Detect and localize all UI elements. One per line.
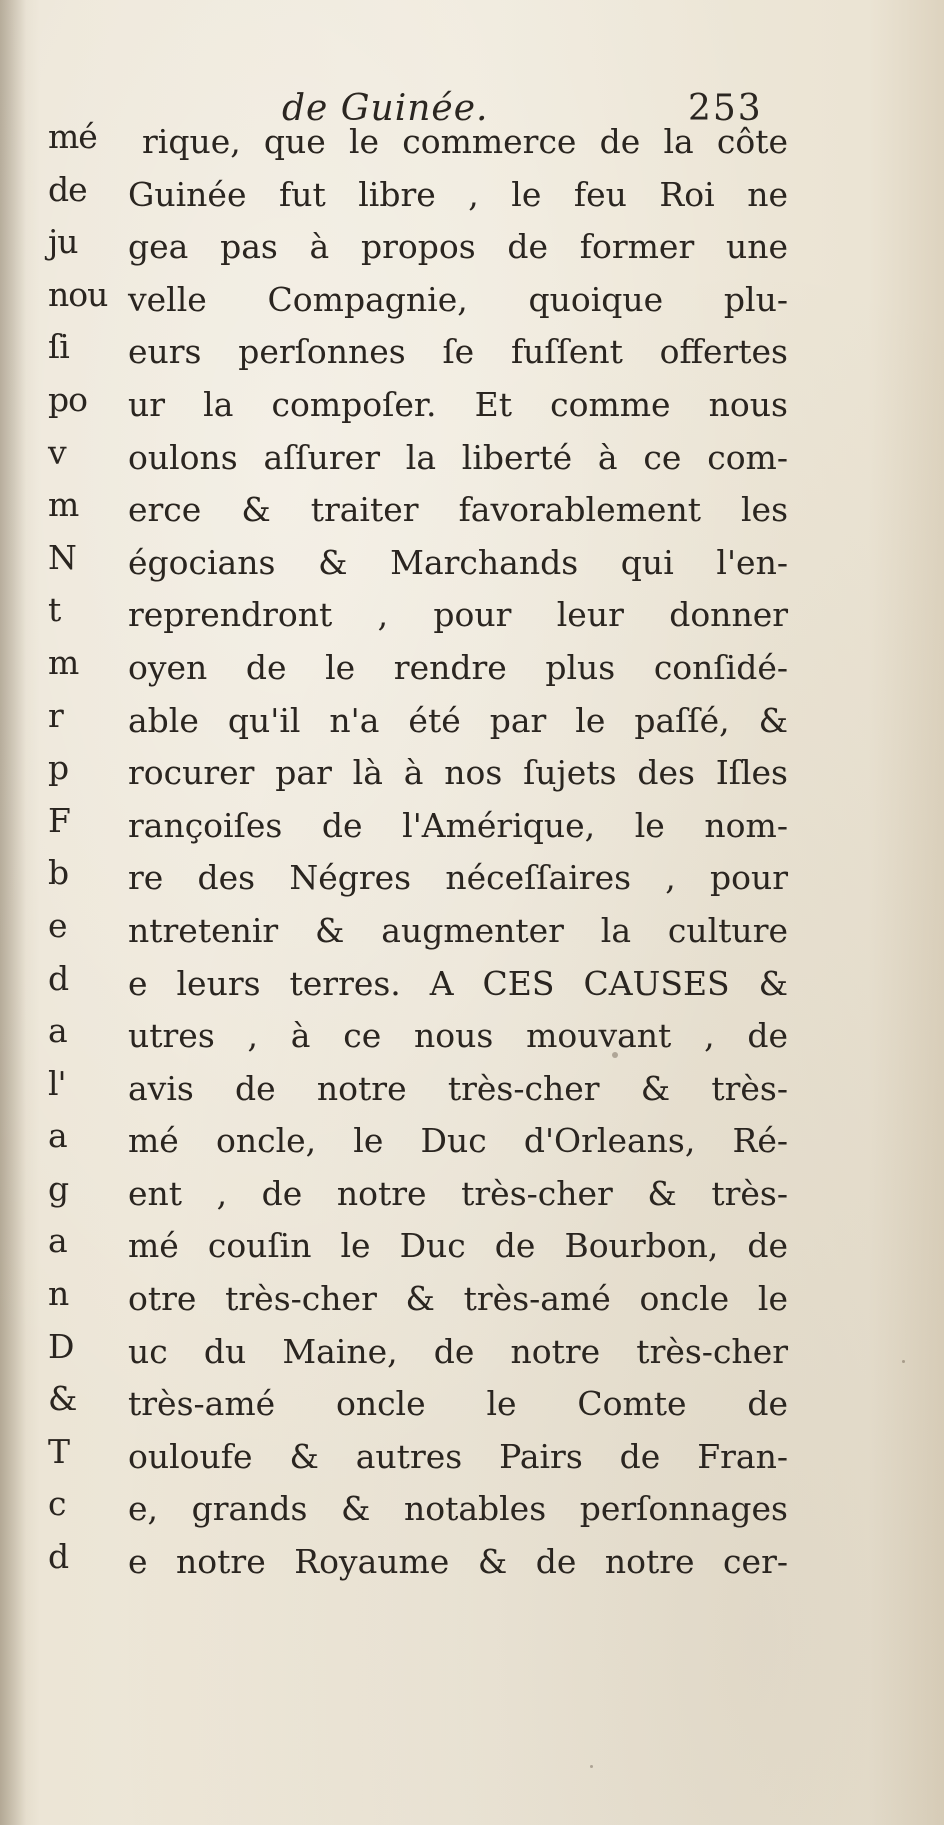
line-fragment: a [48,1011,67,1051]
text-line [0,1483,944,1536]
line-fragment: N [48,537,76,577]
text-line [0,116,944,169]
line-text: ntretenir & augmenter la culture [128,910,788,950]
page-number: 253 [688,88,763,129]
line-fragment: T [48,1431,70,1471]
line-text: rique, que le commerce de la côte [142,122,788,161]
running-title: de Guinée. [282,88,489,129]
text-line [0,1326,944,1379]
text-line [0,1536,944,1589]
line-text: égocians & Marchands qui l'en- [128,542,788,582]
line-text: uc du Maine, de notre très-cher [128,1331,788,1371]
line-text: velle Compagnie, quoique plu- [128,279,788,319]
line-fragment: F [48,800,70,840]
text-line [0,800,944,853]
text-line [0,1063,944,1116]
line-text: erce & traiter favorablement les [128,490,788,530]
text-line [0,221,944,274]
line-text: oulons aſſurer la liberté à ce com- [128,437,788,477]
line-text: gea pas à propos de former une [128,227,788,267]
text-line [0,1220,944,1273]
text-line [0,274,944,327]
text-line [0,326,944,379]
line-text: reprendront , pour leur donner [128,595,788,635]
text-line [0,747,944,800]
line-text: e, grands & notables perſonnages [128,1489,788,1529]
line-fragment: t [48,590,61,630]
text-line [0,169,944,222]
line-fragment: n [48,1274,69,1314]
line-fragment: b [48,853,69,893]
line-fragment: D [48,1326,74,1366]
line-fragment: & [48,1379,77,1419]
text-line [0,852,944,905]
line-text: ur la compoſer. Et comme nous [128,384,788,424]
line-text: otre très-cher & très-amé oncle le [128,1279,788,1319]
line-fragment: p [48,748,69,788]
text-line [0,958,944,1011]
line-fragment: mé [48,117,97,156]
text-line [0,537,944,590]
line-text: très-amé oncle le Comte de [128,1384,788,1424]
text-line [0,1115,944,1168]
paper-speck [612,1052,618,1058]
line-text: avis de notre très-cher & très- [128,1068,788,1108]
line-text: oyen de le rendre plus conſidé- [128,647,788,687]
line-text: ent , de notre très-cher & très- [128,1173,788,1213]
text-line [0,484,944,537]
line-text: re des Négres néceſſaires , pour [128,858,788,898]
text-line [0,1010,944,1063]
line-fragment: d [48,958,69,998]
line-fragment: ſi [48,327,69,367]
text-line [0,905,944,958]
line-text: e leurs terres. A CES CAUSES & [128,963,788,1003]
line-text: ouloufe & autres Pairs de Fran- [128,1436,788,1476]
line-text: mé oncle, le Duc d'Orleans, Ré- [128,1121,788,1161]
text-line [0,1431,944,1484]
line-text: e notre Royaume & de notre cer- [128,1542,788,1582]
text-line [0,1168,944,1221]
line-fragment: a [48,1221,67,1261]
paper-speck [590,1765,593,1768]
line-text: eurs perſonnes ſe fuſſent offertes [128,332,788,372]
line-fragment: l' [48,1063,66,1103]
line-fragment: v [48,432,66,472]
text-line [0,695,944,748]
line-fragment: nou [48,274,108,314]
text-line [0,642,944,695]
text-line [0,432,944,485]
line-fragment: r [48,695,63,735]
line-fragment: g [48,1168,69,1208]
line-fragment: ju [48,222,78,262]
line-text: utres , à ce nous mouvant , de [128,1016,788,1056]
line-text: rocurer par là à nos ſujets des Iſles [128,753,788,793]
line-text: rançoiſes de l'Amérique, le nom- [128,805,788,845]
line-text: able qu'il n'a été par le paſſé, & [128,700,788,740]
line-fragment: a [48,1116,67,1156]
line-text: mé couſin le Duc de Bourbon, de [128,1226,788,1266]
line-fragment: e [48,905,67,945]
text-block [0,116,944,1589]
line-fragment: de [48,169,87,209]
text-line [0,1273,944,1326]
text-line [0,1378,944,1431]
line-fragment: m [48,642,79,682]
line-fragment: c [48,1484,66,1524]
line-text: Guinée fut libre , le feu Roi ne [128,174,788,214]
paper-speck [902,1360,905,1363]
text-line [0,379,944,432]
line-fragment: po [48,379,87,419]
line-fragment: d [48,1537,69,1577]
line-fragment: m [48,485,79,525]
text-line [0,589,944,642]
